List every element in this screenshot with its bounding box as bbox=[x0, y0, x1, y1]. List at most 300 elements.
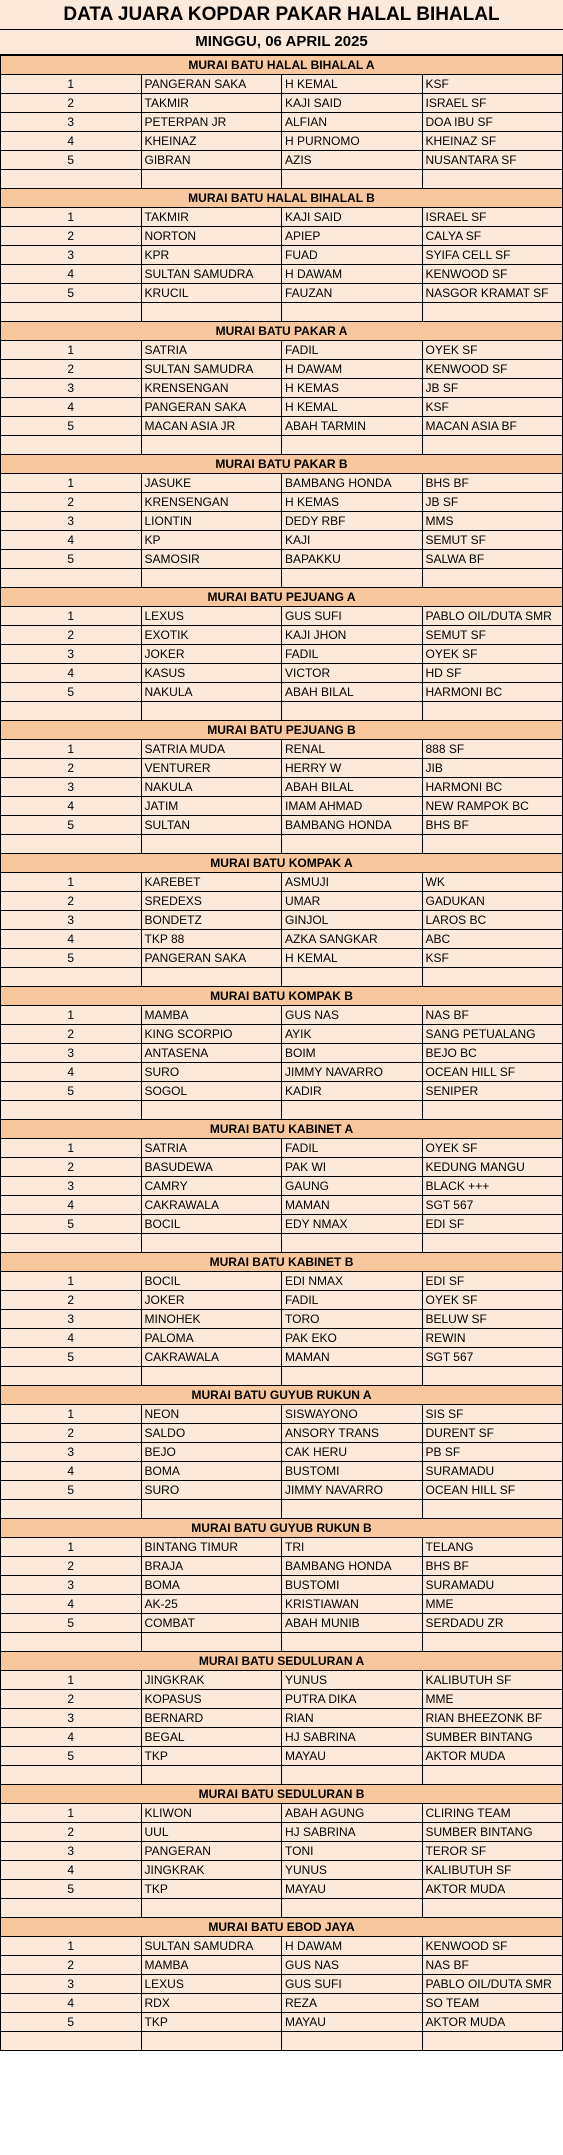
owner-cell: ABAH AGUNG bbox=[282, 1804, 423, 1823]
owner-cell: H KEMAL bbox=[282, 398, 423, 417]
rank-cell: 1 bbox=[1, 1671, 142, 1690]
bird-name-cell: BEJO bbox=[141, 1443, 282, 1462]
bird-name-cell: CAMRY bbox=[141, 1177, 282, 1196]
table-row bbox=[1, 75, 563, 94]
owner-cell: REZA bbox=[282, 1994, 423, 2013]
rank-cell: 5 bbox=[1, 816, 142, 835]
empty-cell bbox=[1, 1899, 142, 1918]
team-cell: KALIBUTUH SF bbox=[422, 1861, 563, 1880]
team-cell: KSF bbox=[422, 398, 563, 417]
bird-name-cell: KRENSENGAN bbox=[141, 379, 282, 398]
team-cell: PABLO OIL/DUTA SMR bbox=[422, 1975, 563, 1994]
team-cell: SGT 567 bbox=[422, 1348, 563, 1367]
owner-cell: GAUNG bbox=[282, 1177, 423, 1196]
bird-name-cell: ANTASENA bbox=[141, 1044, 282, 1063]
bird-name-cell: NORTON bbox=[141, 227, 282, 246]
bird-name-cell: LIONTIN bbox=[141, 512, 282, 531]
page-title: DATA JUARA KOPDAR PAKAR HALAL BIHALAL bbox=[0, 0, 563, 30]
team-cell: OYEK SF bbox=[422, 341, 563, 360]
owner-cell: KADIR bbox=[282, 1082, 423, 1101]
section-header-row bbox=[1, 987, 563, 1006]
table-row bbox=[1, 949, 563, 968]
bird-name-cell: BEGAL bbox=[141, 1728, 282, 1747]
owner-cell: BAMBANG HONDA bbox=[282, 816, 423, 835]
section-heading: MURAI BATU PEJUANG B bbox=[1, 721, 563, 740]
bird-name-cell: KP bbox=[141, 531, 282, 550]
bird-name-cell: PANGERAN SAKA bbox=[141, 398, 282, 417]
owner-cell: ABAH BILAL bbox=[282, 778, 423, 797]
rank-cell: 3 bbox=[1, 1443, 142, 1462]
team-cell: EDI SF bbox=[422, 1272, 563, 1291]
team-cell: NAS BF bbox=[422, 1006, 563, 1025]
bird-name-cell: SULTAN bbox=[141, 816, 282, 835]
owner-cell: AZIS bbox=[282, 151, 423, 170]
rank-cell: 1 bbox=[1, 1139, 142, 1158]
table-row bbox=[1, 113, 563, 132]
bird-name-cell: BOMA bbox=[141, 1576, 282, 1595]
rank-cell: 5 bbox=[1, 1747, 142, 1766]
empty-cell bbox=[1, 436, 142, 455]
bird-name-cell: UUL bbox=[141, 1823, 282, 1842]
rank-cell: 1 bbox=[1, 1804, 142, 1823]
team-cell: AKTOR MUDA bbox=[422, 1747, 563, 1766]
section-header-row bbox=[1, 1386, 563, 1405]
empty-cell bbox=[422, 170, 563, 189]
bird-name-cell: BOCIL bbox=[141, 1215, 282, 1234]
section-heading: MURAI BATU PEJUANG A bbox=[1, 588, 563, 607]
rank-cell: 3 bbox=[1, 246, 142, 265]
spacer-row bbox=[1, 303, 563, 322]
team-cell: HARMONI BC bbox=[422, 683, 563, 702]
bird-name-cell: MAMBA bbox=[141, 1956, 282, 1975]
owner-cell: VICTOR bbox=[282, 664, 423, 683]
team-cell: DOA IBU SF bbox=[422, 113, 563, 132]
bird-name-cell: JOKER bbox=[141, 645, 282, 664]
empty-cell bbox=[1, 170, 142, 189]
bird-name-cell: KPR bbox=[141, 246, 282, 265]
table-row bbox=[1, 1177, 563, 1196]
team-cell: AKTOR MUDA bbox=[422, 1880, 563, 1899]
team-cell: SURAMADU bbox=[422, 1576, 563, 1595]
team-cell: JIB bbox=[422, 759, 563, 778]
bird-name-cell: RDX bbox=[141, 1994, 282, 2013]
rank-cell: 1 bbox=[1, 1272, 142, 1291]
table-row bbox=[1, 360, 563, 379]
table-row bbox=[1, 1557, 563, 1576]
rank-cell: 1 bbox=[1, 474, 142, 493]
rank-cell: 1 bbox=[1, 208, 142, 227]
team-cell: SO TEAM bbox=[422, 1994, 563, 2013]
rank-cell: 2 bbox=[1, 892, 142, 911]
table-row bbox=[1, 227, 563, 246]
team-cell: SERDADU ZR bbox=[422, 1614, 563, 1633]
rank-cell: 4 bbox=[1, 1994, 142, 2013]
owner-cell: BUSTOMI bbox=[282, 1462, 423, 1481]
empty-cell bbox=[422, 1367, 563, 1386]
table-row bbox=[1, 1272, 563, 1291]
empty-cell bbox=[422, 1899, 563, 1918]
rank-cell: 2 bbox=[1, 1823, 142, 1842]
table-row bbox=[1, 1291, 563, 1310]
team-cell: KSF bbox=[422, 949, 563, 968]
bird-name-cell: SULTAN SAMUDRA bbox=[141, 265, 282, 284]
section-heading: MURAI BATU HALAL BIHALAL A bbox=[1, 56, 563, 75]
owner-cell: DEDY RBF bbox=[282, 512, 423, 531]
empty-cell bbox=[282, 1766, 423, 1785]
bird-name-cell: KHEINAZ bbox=[141, 132, 282, 151]
owner-cell: TRI bbox=[282, 1538, 423, 1557]
team-cell: KALIBUTUH SF bbox=[422, 1671, 563, 1690]
empty-cell bbox=[422, 968, 563, 987]
empty-cell bbox=[141, 2032, 282, 2051]
section-header-row bbox=[1, 1652, 563, 1671]
rank-cell: 5 bbox=[1, 2013, 142, 2032]
team-cell: OCEAN HILL SF bbox=[422, 1063, 563, 1082]
team-cell: JB SF bbox=[422, 493, 563, 512]
spacer-row bbox=[1, 968, 563, 987]
owner-cell: ABAH TARMIN bbox=[282, 417, 423, 436]
bird-name-cell: SATRIA bbox=[141, 1139, 282, 1158]
owner-cell: UMAR bbox=[282, 892, 423, 911]
table-row bbox=[1, 1462, 563, 1481]
empty-cell bbox=[422, 1101, 563, 1120]
rank-cell: 3 bbox=[1, 911, 142, 930]
team-cell: LAROS BC bbox=[422, 911, 563, 930]
bird-name-cell: SATRIA MUDA bbox=[141, 740, 282, 759]
owner-cell: MAYAU bbox=[282, 1747, 423, 1766]
table-row bbox=[1, 531, 563, 550]
table-row bbox=[1, 1595, 563, 1614]
empty-cell bbox=[1, 835, 142, 854]
team-cell: MME bbox=[422, 1595, 563, 1614]
spacer-row bbox=[1, 1633, 563, 1652]
empty-cell bbox=[141, 436, 282, 455]
spacer-row bbox=[1, 835, 563, 854]
owner-cell: IMAM AHMAD bbox=[282, 797, 423, 816]
team-cell: BEJO BC bbox=[422, 1044, 563, 1063]
owner-cell: TONI bbox=[282, 1842, 423, 1861]
table-row bbox=[1, 341, 563, 360]
owner-cell: KAJI SAID bbox=[282, 94, 423, 113]
bird-name-cell: KRUCIL bbox=[141, 284, 282, 303]
owner-cell: PAK WI bbox=[282, 1158, 423, 1177]
table-row bbox=[1, 911, 563, 930]
owner-cell: GUS SUFI bbox=[282, 1975, 423, 1994]
owner-cell: BAMBANG HONDA bbox=[282, 1557, 423, 1576]
empty-cell bbox=[422, 1633, 563, 1652]
owner-cell: EDY NMAX bbox=[282, 1215, 423, 1234]
rank-cell: 5 bbox=[1, 1082, 142, 1101]
table-row bbox=[1, 1709, 563, 1728]
bird-name-cell: SREDEXS bbox=[141, 892, 282, 911]
rank-cell: 3 bbox=[1, 113, 142, 132]
owner-cell: BAMBANG HONDA bbox=[282, 474, 423, 493]
owner-cell: MAYAU bbox=[282, 1880, 423, 1899]
owner-cell: EDI NMAX bbox=[282, 1272, 423, 1291]
team-cell: SYIFA CELL SF bbox=[422, 246, 563, 265]
empty-cell bbox=[282, 702, 423, 721]
table-row bbox=[1, 208, 563, 227]
bird-name-cell: KAREBET bbox=[141, 873, 282, 892]
bird-name-cell: EXOTIK bbox=[141, 626, 282, 645]
empty-cell bbox=[282, 1101, 423, 1120]
empty-cell bbox=[141, 1766, 282, 1785]
bird-name-cell: NEON bbox=[141, 1405, 282, 1424]
team-cell: NEW RAMPOK BC bbox=[422, 797, 563, 816]
rank-cell: 4 bbox=[1, 1595, 142, 1614]
empty-cell bbox=[282, 436, 423, 455]
empty-cell bbox=[282, 2032, 423, 2051]
team-cell: KENWOOD SF bbox=[422, 265, 563, 284]
bird-name-cell: PANGERAN SAKA bbox=[141, 75, 282, 94]
spacer-row bbox=[1, 1500, 563, 1519]
spacer-row bbox=[1, 1367, 563, 1386]
bird-name-cell: BOCIL bbox=[141, 1272, 282, 1291]
table-row bbox=[1, 284, 563, 303]
team-cell: PABLO OIL/DUTA SMR bbox=[422, 607, 563, 626]
bird-name-cell: PALOMA bbox=[141, 1329, 282, 1348]
rank-cell: 2 bbox=[1, 1158, 142, 1177]
empty-cell bbox=[1, 1766, 142, 1785]
owner-cell: AYIK bbox=[282, 1025, 423, 1044]
empty-cell bbox=[282, 1367, 423, 1386]
table-row bbox=[1, 1063, 563, 1082]
section-header-row bbox=[1, 189, 563, 208]
owner-cell: FUAD bbox=[282, 246, 423, 265]
table-row bbox=[1, 2013, 563, 2032]
rank-cell: 4 bbox=[1, 797, 142, 816]
table-row bbox=[1, 398, 563, 417]
table-row bbox=[1, 1481, 563, 1500]
owner-cell: TORO bbox=[282, 1310, 423, 1329]
table-row bbox=[1, 1044, 563, 1063]
rank-cell: 5 bbox=[1, 1614, 142, 1633]
owner-cell: SISWAYONO bbox=[282, 1405, 423, 1424]
empty-cell bbox=[282, 835, 423, 854]
spacer-row bbox=[1, 436, 563, 455]
table-row bbox=[1, 1006, 563, 1025]
empty-cell bbox=[141, 569, 282, 588]
owner-cell: RENAL bbox=[282, 740, 423, 759]
spacer-row bbox=[1, 1234, 563, 1253]
team-cell: MME bbox=[422, 1690, 563, 1709]
bird-name-cell: SALDO bbox=[141, 1424, 282, 1443]
table-row bbox=[1, 626, 563, 645]
team-cell: SALWA BF bbox=[422, 550, 563, 569]
section-heading: MURAI BATU PAKAR A bbox=[1, 322, 563, 341]
empty-cell bbox=[422, 303, 563, 322]
table-row bbox=[1, 151, 563, 170]
empty-cell bbox=[1, 968, 142, 987]
rank-cell: 4 bbox=[1, 1462, 142, 1481]
rank-cell: 2 bbox=[1, 1025, 142, 1044]
bird-name-cell: TAKMIR bbox=[141, 94, 282, 113]
section-header-row bbox=[1, 56, 563, 75]
table-row bbox=[1, 550, 563, 569]
table-row bbox=[1, 1082, 563, 1101]
owner-cell: H KEMAS bbox=[282, 493, 423, 512]
bird-name-cell: MINOHEK bbox=[141, 1310, 282, 1329]
table-row bbox=[1, 1937, 563, 1956]
rank-cell: 5 bbox=[1, 550, 142, 569]
spacer-row bbox=[1, 569, 563, 588]
team-cell: KENWOOD SF bbox=[422, 360, 563, 379]
owner-cell: ANSORY TRANS bbox=[282, 1424, 423, 1443]
rank-cell: 3 bbox=[1, 1576, 142, 1595]
team-cell: SIS SF bbox=[422, 1405, 563, 1424]
table-row bbox=[1, 797, 563, 816]
bird-name-cell: PETERPAN JR bbox=[141, 113, 282, 132]
rank-cell: 4 bbox=[1, 664, 142, 683]
rank-cell: 3 bbox=[1, 1975, 142, 1994]
table-row bbox=[1, 759, 563, 778]
bird-name-cell: NAKULA bbox=[141, 778, 282, 797]
results-table bbox=[0, 55, 563, 2051]
table-row bbox=[1, 1348, 563, 1367]
empty-cell bbox=[1, 569, 142, 588]
empty-cell bbox=[282, 569, 423, 588]
section-header-row bbox=[1, 1120, 563, 1139]
rank-cell: 4 bbox=[1, 1728, 142, 1747]
team-cell: SEMUT SF bbox=[422, 626, 563, 645]
section-heading: MURAI BATU SEDULURAN A bbox=[1, 1652, 563, 1671]
bird-name-cell: SAMOSIR bbox=[141, 550, 282, 569]
team-cell: SANG PETUALANG bbox=[422, 1025, 563, 1044]
table-row bbox=[1, 512, 563, 531]
rank-cell: 3 bbox=[1, 1177, 142, 1196]
table-row bbox=[1, 1690, 563, 1709]
owner-cell: FAUZAN bbox=[282, 284, 423, 303]
team-cell: BLACK +++ bbox=[422, 1177, 563, 1196]
section-header-row bbox=[1, 1785, 563, 1804]
team-cell: SUMBER BINTANG bbox=[422, 1728, 563, 1747]
empty-cell bbox=[1, 1101, 142, 1120]
bird-name-cell: SURO bbox=[141, 1063, 282, 1082]
spacer-row bbox=[1, 2032, 563, 2051]
owner-cell: APIEP bbox=[282, 227, 423, 246]
team-cell: SURAMADU bbox=[422, 1462, 563, 1481]
owner-cell: HJ SABRINA bbox=[282, 1728, 423, 1747]
section-header-row bbox=[1, 1519, 563, 1538]
empty-cell bbox=[282, 1234, 423, 1253]
table-row bbox=[1, 265, 563, 284]
section-heading: MURAI BATU KOMPAK A bbox=[1, 854, 563, 873]
team-cell: OYEK SF bbox=[422, 1291, 563, 1310]
empty-cell bbox=[141, 1234, 282, 1253]
bird-name-cell: BERNARD bbox=[141, 1709, 282, 1728]
rank-cell: 5 bbox=[1, 417, 142, 436]
rank-cell: 5 bbox=[1, 151, 142, 170]
team-cell: OYEK SF bbox=[422, 645, 563, 664]
empty-cell bbox=[282, 1899, 423, 1918]
empty-cell bbox=[1, 1500, 142, 1519]
empty-cell bbox=[422, 702, 563, 721]
owner-cell: KAJI JHON bbox=[282, 626, 423, 645]
bird-name-cell: LEXUS bbox=[141, 607, 282, 626]
bird-name-cell: TAKMIR bbox=[141, 208, 282, 227]
team-cell: MMS bbox=[422, 512, 563, 531]
owner-cell: CAK HERU bbox=[282, 1443, 423, 1462]
rank-cell: 5 bbox=[1, 1880, 142, 1899]
owner-cell: H KEMAS bbox=[282, 379, 423, 398]
team-cell: JB SF bbox=[422, 379, 563, 398]
rank-cell: 4 bbox=[1, 398, 142, 417]
rank-cell: 3 bbox=[1, 1842, 142, 1861]
rank-cell: 1 bbox=[1, 1405, 142, 1424]
empty-cell bbox=[1, 1367, 142, 1386]
owner-cell: YUNUS bbox=[282, 1671, 423, 1690]
table-row bbox=[1, 1538, 563, 1557]
table-row bbox=[1, 816, 563, 835]
empty-cell bbox=[422, 1234, 563, 1253]
table-row bbox=[1, 1196, 563, 1215]
spacer-row bbox=[1, 702, 563, 721]
rank-cell: 5 bbox=[1, 1348, 142, 1367]
team-cell: 888 SF bbox=[422, 740, 563, 759]
owner-cell: H KEMAL bbox=[282, 75, 423, 94]
bird-name-cell: JASUKE bbox=[141, 474, 282, 493]
rank-cell: 3 bbox=[1, 645, 142, 664]
bird-name-cell: AK-25 bbox=[141, 1595, 282, 1614]
table-row bbox=[1, 1576, 563, 1595]
bird-name-cell: JINGKRAK bbox=[141, 1671, 282, 1690]
owner-cell: YUNUS bbox=[282, 1861, 423, 1880]
bird-name-cell: KOPASUS bbox=[141, 1690, 282, 1709]
empty-cell bbox=[141, 303, 282, 322]
section-heading: MURAI BATU PAKAR B bbox=[1, 455, 563, 474]
owner-cell: PAK EKO bbox=[282, 1329, 423, 1348]
bird-name-cell: BOMA bbox=[141, 1462, 282, 1481]
owner-cell: PUTRA DIKA bbox=[282, 1690, 423, 1709]
bird-name-cell: TKP bbox=[141, 1880, 282, 1899]
rank-cell: 2 bbox=[1, 360, 142, 379]
owner-cell: FADIL bbox=[282, 341, 423, 360]
owner-cell: FADIL bbox=[282, 1291, 423, 1310]
rank-cell: 5 bbox=[1, 1481, 142, 1500]
owner-cell: BOIM bbox=[282, 1044, 423, 1063]
team-cell: SGT 567 bbox=[422, 1196, 563, 1215]
rank-cell: 2 bbox=[1, 1557, 142, 1576]
section-header-row bbox=[1, 455, 563, 474]
owner-cell: FADIL bbox=[282, 1139, 423, 1158]
team-cell: WK bbox=[422, 873, 563, 892]
bird-name-cell: KASUS bbox=[141, 664, 282, 683]
table-row bbox=[1, 417, 563, 436]
table-row bbox=[1, 1823, 563, 1842]
empty-cell bbox=[141, 170, 282, 189]
team-cell: DURENT SF bbox=[422, 1424, 563, 1443]
team-cell: KEDUNG MANGU bbox=[422, 1158, 563, 1177]
rank-cell: 2 bbox=[1, 626, 142, 645]
empty-cell bbox=[1, 1633, 142, 1652]
owner-cell: GUS NAS bbox=[282, 1006, 423, 1025]
team-cell: CLIRING TEAM bbox=[422, 1804, 563, 1823]
rank-cell: 3 bbox=[1, 1709, 142, 1728]
team-cell: TEROR SF bbox=[422, 1842, 563, 1861]
section-header-row bbox=[1, 854, 563, 873]
owner-cell: KAJI SAID bbox=[282, 208, 423, 227]
rank-cell: 2 bbox=[1, 759, 142, 778]
bird-name-cell: SULTAN SAMUDRA bbox=[141, 360, 282, 379]
table-row bbox=[1, 1443, 563, 1462]
bird-name-cell: KLIWON bbox=[141, 1804, 282, 1823]
rank-cell: 5 bbox=[1, 1215, 142, 1234]
team-cell: TELANG bbox=[422, 1538, 563, 1557]
section-heading: MURAI BATU KOMPAK B bbox=[1, 987, 563, 1006]
team-cell: EDI SF bbox=[422, 1215, 563, 1234]
page-subtitle: MINGGU, 06 APRIL 2025 bbox=[0, 30, 563, 55]
rank-cell: 2 bbox=[1, 94, 142, 113]
